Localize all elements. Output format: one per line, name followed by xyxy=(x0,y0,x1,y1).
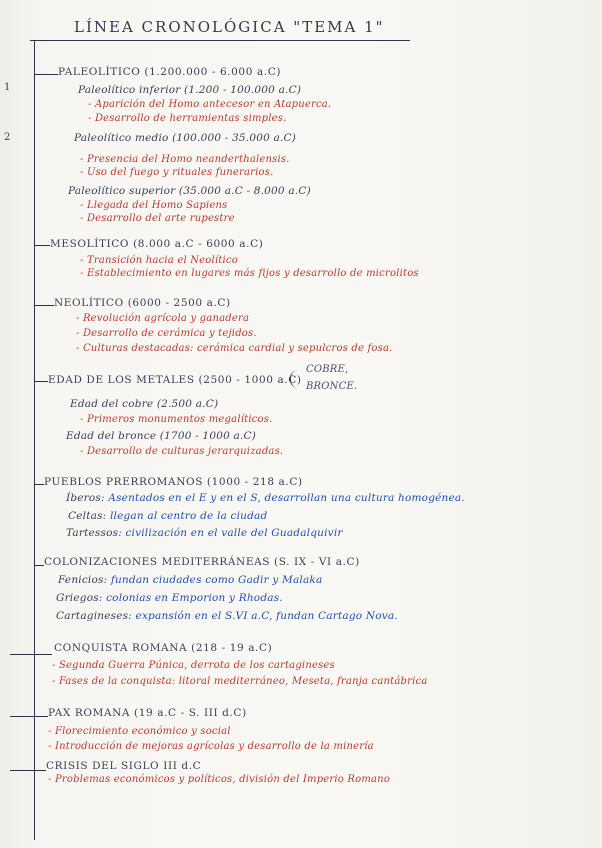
timeline-axis xyxy=(34,40,35,840)
people-description: : fundan ciudades como Gadir y Malaka xyxy=(103,574,323,586)
timeline-tick xyxy=(34,381,48,382)
section-heading-metales: EDAD DE LOS METALES (2500 - 1000 a.C) xyxy=(48,374,302,386)
detail-item: - Segunda Guerra Púnica, derrota de los cartagineses xyxy=(52,660,335,671)
page-title: LÍNEA CRONOLÓGICA "TEMA 1" xyxy=(74,18,385,36)
subperiod-edad-cobre: Edad del cobre (2.500 a.C) xyxy=(70,398,219,410)
section-heading-colonizaciones: COLONIZACIONES MEDITERRÁNEAS (S. IX - VI a.C) xyxy=(44,556,360,568)
branch-bronce: BRONCE. xyxy=(306,381,358,392)
timeline-tick xyxy=(34,565,44,566)
people-description: : llegan al centro de la ciudad xyxy=(102,510,268,522)
detail-item: - Introducción de mejoras agrícolas y desarrollo de la minería xyxy=(48,741,374,752)
detail-item: - Culturas destacadas: cerámica cardial y sepulcros de fosa. xyxy=(76,343,393,354)
subperiod-paleolitico-medio: Paleolítico medio (100.000 - 35.000 a.C) xyxy=(74,132,297,144)
people-tartessos xyxy=(66,527,343,539)
subperiod-paleolitico-inferior: Paleolítico inferior (1.200 - 100.000 a.C) xyxy=(78,84,302,96)
section-heading-paleolitico: PALEOLÍTICO (1.200.000 - 6.000 a.C) xyxy=(58,66,282,78)
detail-item: - Desarrollo de cerámica y tejidos. xyxy=(76,328,257,339)
people-label: Fenicios xyxy=(58,574,104,586)
people-label: Griegos xyxy=(56,592,99,604)
detail-item: - Llegada del Homo Sapiens xyxy=(80,200,228,211)
people-description: : civilización en el valle del Guadalquivir xyxy=(118,527,343,539)
detail-item: - Fases de la conquista: litoral mediterráneo, Meseta, franja cantábrica xyxy=(52,676,428,687)
timeline-tick xyxy=(34,74,58,75)
section-heading-conquista: CONQUISTA ROMANA (218 - 19 a.C) xyxy=(54,642,273,654)
people-description: : expansión en el S.VI a.C, fundan Cartago Nova. xyxy=(128,610,398,622)
people-description: : Asentados en el E y en el S, desarrollan una cultura homogénea. xyxy=(101,492,465,504)
margin-number-1: 1 xyxy=(4,82,11,93)
detail-item: - Transición hacia el Neolítico xyxy=(80,255,238,266)
timeline-tick xyxy=(10,770,46,771)
detail-item: - Desarrollo del arte rupestre xyxy=(80,213,235,224)
people-label: Celtas xyxy=(68,510,103,522)
people-description: : colonias en Emporion y Rhodas. xyxy=(98,592,283,604)
section-heading-pax-romana: PAX ROMANA (19 a.C - S. III d.C) xyxy=(48,707,247,719)
section-heading-crisis: CRISIS DEL SIGLO III d.C xyxy=(46,760,202,772)
people-label: Íberos xyxy=(66,492,102,504)
detail-item: - Establecimiento en lugares más fijos y desarrollo de microlitos xyxy=(80,268,419,279)
title-underline xyxy=(30,40,410,41)
timeline-tick xyxy=(10,716,48,717)
people-label: Tartessos xyxy=(66,527,119,539)
subperiod-edad-bronce: Edad del bronce (1700 - 1000 a.C) xyxy=(66,430,257,442)
detail-item: - Presencia del Homo neanderthalensis. xyxy=(80,154,290,165)
people-label: Cartagineses xyxy=(56,610,129,622)
timeline-tick xyxy=(34,245,50,246)
detail-item: - Primeros monumentos megalíticos. xyxy=(80,414,273,425)
branch-brace xyxy=(290,370,305,388)
section-heading-neolitico: NEOLÍTICO (6000 - 2500 a.C) xyxy=(54,297,231,309)
timeline-tick xyxy=(10,654,52,655)
people-iberos xyxy=(66,492,465,504)
detail-item: - Revolución agrícola y ganadera xyxy=(76,313,250,324)
detail-item: - Desarrollo de culturas jerarquizadas. xyxy=(80,446,284,457)
detail-item: - Florecimiento económico y social xyxy=(48,726,231,737)
detail-item: - Desarrollo de herramientas simples. xyxy=(88,113,287,124)
detail-item: - Problemas económicos y políticos, división del Imperio Romano xyxy=(48,774,391,785)
detail-item: - Uso del fuego y rituales funerarios. xyxy=(80,167,274,178)
people-griegos xyxy=(56,592,283,604)
people-fenicios xyxy=(58,574,322,586)
timeline-tick xyxy=(34,305,54,306)
people-cartagineses xyxy=(56,610,398,622)
timeline-tick xyxy=(34,484,44,485)
margin-number-2: 2 xyxy=(4,132,11,143)
detail-item: - Aparición del Homo antecesor en Atapuerca. xyxy=(88,99,332,110)
people-celtas xyxy=(68,510,267,522)
branch-cobre: COBRE, xyxy=(306,364,349,375)
subperiod-paleolitico-superior: Paleolítico superior (35.000 a.C - 8.000 a.C) xyxy=(68,185,311,197)
section-heading-mesolitico: MESOLÍTICO (8.000 a.C - 6000 a.C) xyxy=(50,238,264,250)
section-heading-prerromanos: PUEBLOS PRERROMANOS (1000 - 218 a.C) xyxy=(44,476,303,488)
